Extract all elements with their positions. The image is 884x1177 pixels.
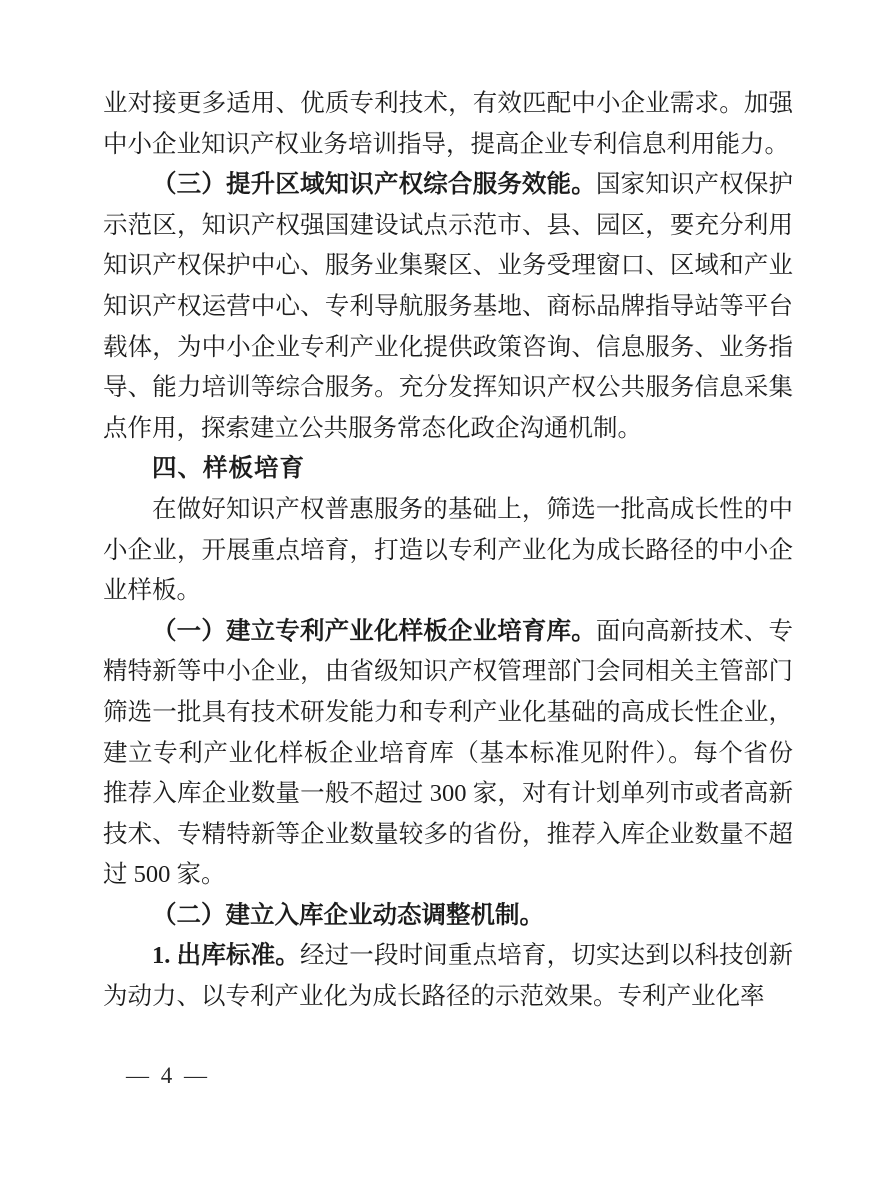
emphasis-text: （三）提升区域知识产权综合服务效能。: [152, 171, 596, 199]
emphasis-text: 1. 出库标准。: [152, 942, 300, 970]
paragraph: [103, 936, 793, 1017]
body-text: 国家知识产权保护示范区，知识产权强国建设试点示范市、县、园区，要充分利用知识产权保护中心、服务业集聚区、业务受理窗口、区域和产业知识产权运营中心、专利导航服务基地、商标品牌指导站等平台载体，为中小企业专利产业化提供政策咨询、信息服务、业务指导、能力培训等综合服务。充分发挥知识产权公共服务信息采集点作用，探索建立公共服务常态化政企沟通机制。: [103, 171, 794, 442]
paragraph: [103, 84, 793, 165]
emphasis-text: （二）建立入库企业动态调整机制。: [152, 901, 544, 929]
document-body: [103, 84, 793, 1018]
page-number: — 4 —: [126, 1063, 210, 1088]
body-text: 经过一段时间重点培育，切实达到以科技创新为动力、以专利产业化为成长路径的示范效果。专利产业化率: [103, 942, 794, 1011]
body-text: 在做好知识产权普惠服务的基础上，筛选一批高成长性的中小企业，开展重点培育，打造以专利产业化为成长路径的中小企业样板。: [103, 495, 793, 605]
paragraph: [103, 165, 793, 449]
emphasis-text: 四、样板培育: [152, 455, 305, 483]
section-heading: [103, 449, 793, 490]
emphasis-text: （一）建立专利产业化样板企业培育库。: [152, 617, 596, 645]
paragraph: [103, 896, 793, 937]
body-text: 面向高新技术、专精特新等中小企业，由省级知识产权管理部门会同相关主管部门筛选一批具有技术研发能力和专利产业化基础的高成长性企业，建立专利产业化样板企业培育库（基本标准见附件）。每个省份推荐入库企业数量一般不超过 300 家，对有计划单列市或者高新技术、专精特新等企业数量较多的省份，推荐入库企业数量不超过 500 家。: [103, 617, 794, 889]
paragraph: [103, 490, 793, 612]
paragraph: [103, 612, 793, 896]
body-text: 业对接更多适用、优质专利技术，有效匹配中小企业需求。加强中小企业知识产权业务培训指导，提高企业专利信息利用能力。: [103, 90, 793, 158]
